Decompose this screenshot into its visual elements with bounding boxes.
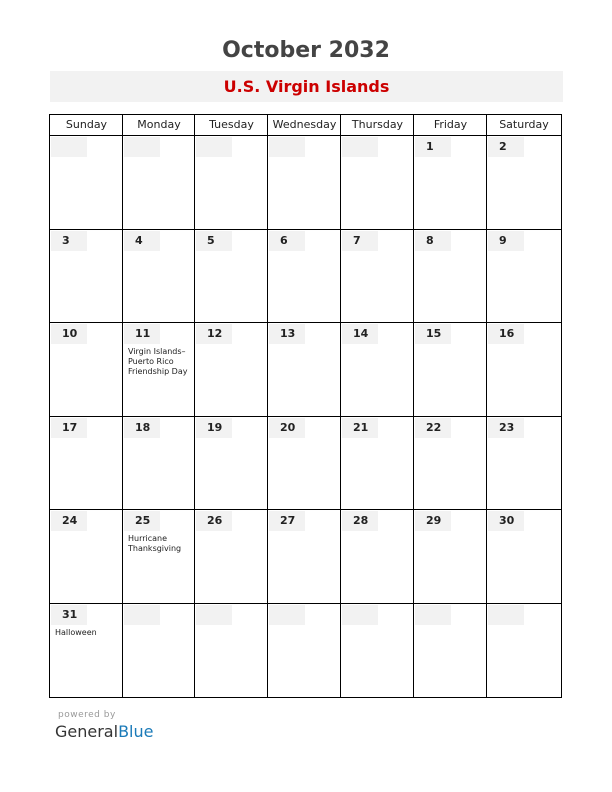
day-number: 31 — [51, 605, 87, 625]
day-cell[interactable] — [196, 605, 267, 697]
day-cell[interactable] — [342, 324, 413, 416]
day-cell[interactable] — [51, 231, 122, 323]
weekday-sunday: Sunday — [65, 118, 108, 131]
grid-divider — [267, 115, 268, 697]
day-cell[interactable] — [124, 324, 194, 416]
brand-general: General — [55, 722, 119, 741]
region-title: U.S. Virgin Islands — [50, 71, 563, 102]
day-cell[interactable] — [488, 418, 560, 510]
day-cell[interactable] — [415, 324, 486, 416]
day-cell[interactable] — [342, 137, 413, 229]
day-cell[interactable] — [415, 418, 486, 510]
grid-divider — [340, 115, 341, 697]
day-number: 23 — [488, 418, 524, 438]
day-number: 29 — [415, 511, 451, 531]
day-number: 14 — [342, 324, 378, 344]
day-number: 5 — [196, 231, 232, 251]
day-cell[interactable] — [488, 137, 560, 229]
day-number: 19 — [196, 418, 232, 438]
grid-divider — [50, 509, 561, 510]
day-number: 9 — [488, 231, 524, 251]
day-number: 15 — [415, 324, 451, 344]
day-number: 8 — [415, 231, 451, 251]
grid-divider — [50, 322, 561, 323]
day-number: 25 — [124, 511, 160, 531]
day-cell[interactable] — [488, 511, 560, 603]
day-number: 27 — [269, 511, 305, 531]
day-number: 11 — [124, 324, 160, 344]
holiday-label: Hurricane Thanksgiving — [128, 534, 182, 553]
day-number: 7 — [342, 231, 378, 251]
day-cell[interactable] — [196, 418, 267, 510]
day-cell[interactable] — [488, 231, 560, 323]
holiday-label: Halloween — [55, 627, 97, 637]
day-cell[interactable] — [124, 231, 194, 323]
day-cell[interactable] — [342, 418, 413, 510]
day-cell[interactable] — [269, 418, 340, 510]
day-number: 26 — [196, 511, 232, 531]
day-number — [51, 137, 87, 157]
day-number — [196, 137, 232, 157]
day-cell[interactable] — [51, 418, 122, 510]
grid-divider — [50, 229, 561, 230]
day-cell[interactable] — [124, 605, 194, 697]
day-cell[interactable] — [196, 231, 267, 323]
day-cell[interactable] — [269, 231, 340, 323]
weekday-monday: Monday — [137, 118, 181, 131]
weekday-tuesday: Tuesday — [209, 118, 254, 131]
day-number — [124, 137, 160, 157]
day-number: 2 — [488, 137, 524, 157]
day-cell[interactable] — [415, 231, 486, 323]
day-number: 21 — [342, 418, 378, 438]
day-cell[interactable] — [196, 511, 267, 603]
day-number: 3 — [51, 231, 87, 251]
day-cell[interactable] — [415, 137, 486, 229]
day-cell[interactable] — [124, 418, 194, 510]
generalblue-logo[interactable] — [55, 722, 153, 741]
day-number: 20 — [269, 418, 305, 438]
page-title: October 2032 — [222, 38, 390, 63]
grid-divider — [194, 115, 195, 697]
day-cell[interactable] — [124, 137, 194, 229]
grid-divider — [486, 115, 487, 697]
day-cell[interactable] — [51, 137, 122, 229]
day-number: 22 — [415, 418, 451, 438]
day-cell[interactable] — [269, 511, 340, 603]
day-number: 6 — [269, 231, 305, 251]
day-cell[interactable] — [415, 511, 486, 603]
day-cell[interactable] — [269, 324, 340, 416]
grid-divider — [50, 603, 561, 604]
brand-blue: Blue — [118, 722, 154, 741]
day-cell[interactable] — [488, 324, 560, 416]
day-number — [342, 605, 378, 625]
day-cell[interactable] — [342, 605, 413, 697]
day-number: 18 — [124, 418, 160, 438]
grid-divider — [122, 115, 123, 697]
day-number — [269, 137, 305, 157]
day-number — [196, 605, 232, 625]
day-cell[interactable] — [269, 137, 340, 229]
day-cell[interactable] — [51, 324, 122, 416]
day-number — [415, 605, 451, 625]
powered-by-text: powered by — [58, 710, 116, 720]
weekday-wednesday: Wednesday — [272, 118, 337, 131]
calendar-grid — [49, 114, 562, 698]
holiday-label: Virgin Islands–Puerto Rico Friendship Day — [128, 347, 188, 376]
day-number — [488, 605, 524, 625]
day-number: 1 — [415, 137, 451, 157]
day-number: 13 — [269, 324, 305, 344]
day-number: 28 — [342, 511, 378, 531]
day-number: 17 — [51, 418, 87, 438]
day-number: 4 — [124, 231, 160, 251]
day-number — [342, 137, 378, 157]
day-number: 16 — [488, 324, 524, 344]
day-cell[interactable] — [51, 605, 122, 697]
grid-divider — [50, 416, 561, 417]
weekday-thursday: Thursday — [351, 118, 404, 131]
day-cell[interactable] — [342, 231, 413, 323]
day-cell[interactable] — [196, 324, 267, 416]
day-cell[interactable] — [269, 605, 340, 697]
day-number: 12 — [196, 324, 232, 344]
day-cell[interactable] — [51, 511, 122, 603]
day-number — [124, 605, 160, 625]
day-cell[interactable] — [488, 605, 560, 697]
weekday-saturday: Saturday — [499, 118, 549, 131]
weekday-friday: Friday — [433, 118, 468, 131]
day-number — [269, 605, 305, 625]
weekday-header — [50, 115, 561, 136]
day-cell[interactable] — [196, 137, 267, 229]
day-cell[interactable] — [124, 511, 194, 603]
grid-divider — [413, 115, 414, 697]
day-number: 10 — [51, 324, 87, 344]
day-cell[interactable] — [415, 605, 486, 697]
day-cell[interactable] — [342, 511, 413, 603]
day-number: 24 — [51, 511, 87, 531]
day-number: 30 — [488, 511, 524, 531]
